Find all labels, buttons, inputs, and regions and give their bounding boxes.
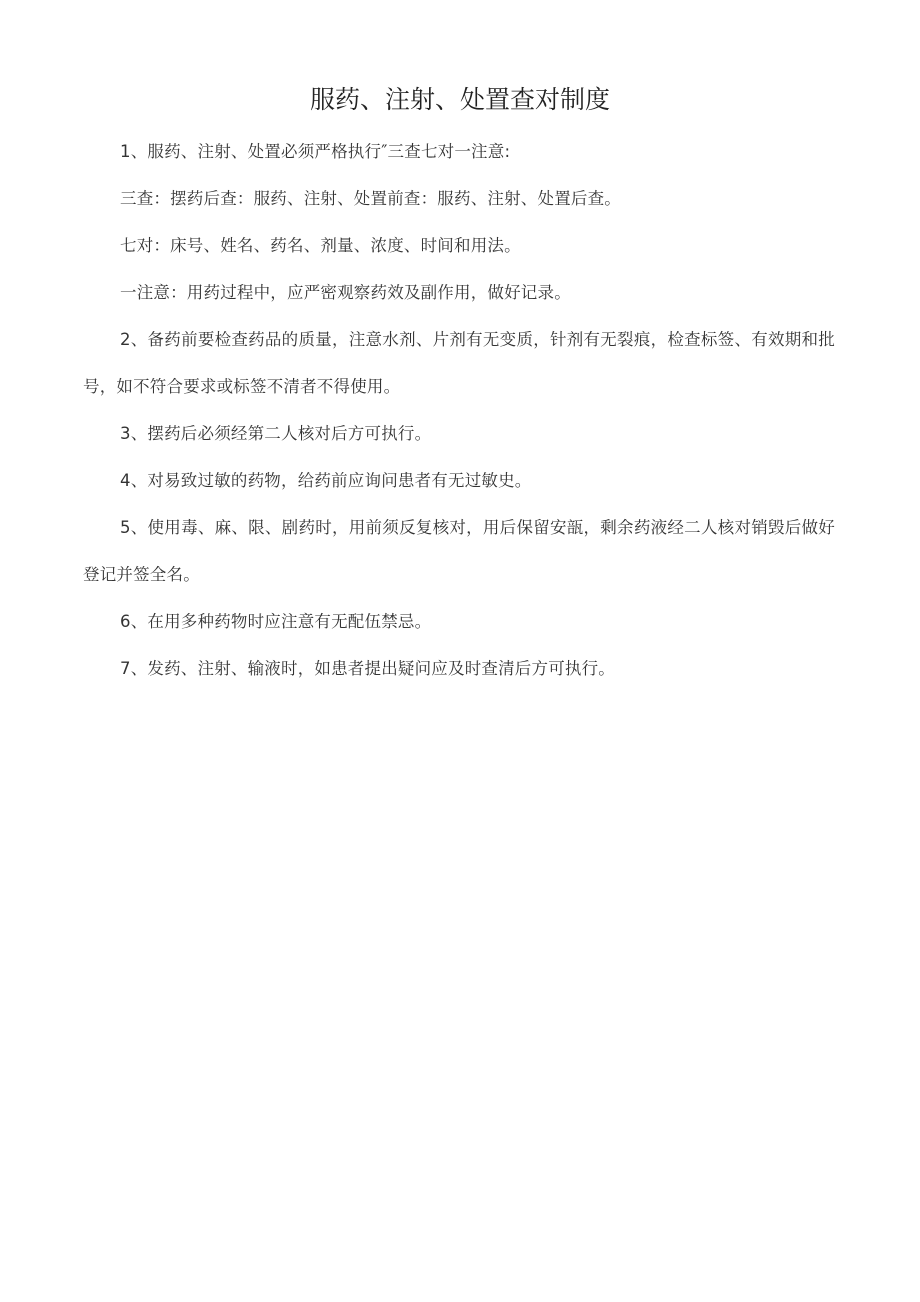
paragraph-rule-2: 2、备药前要检查药品的质量，注意水剂、片剂有无变质，针剂有无裂痕，检查标签、有效期和批号，如不符合要求或标签不清者不得使用。 (83, 330, 835, 396)
paragraph-seven-verifications: 七对：床号、姓名、药名、剂量、浓度、时间和用法。 (120, 236, 521, 255)
paragraph-rule-5: 5、使用毒、麻、限、剧药时，用前须反复核对，用后保留安瓿，剩余药液经二人核对销毁后做好登记并签全名。 (83, 518, 835, 584)
paragraph-rule-1: 1、服药、注射、处置必须严格执行″三查七对一注意: (120, 142, 511, 161)
paragraph-rule-7: 7、发药、注射、输液时，如患者提出疑问应及时查清后方可执行。 (120, 659, 615, 678)
document-body (83, 128, 835, 692)
document-title: 服药、注射、处置查对制度 (309, 85, 610, 114)
paragraph-rule-4: 4、对易致过敏的药物，给药前应询问患者有无过敏史。 (120, 471, 532, 490)
paragraph-rule-6: 6、在用多种药物时应注意有无配伍禁忌。 (120, 612, 432, 631)
paragraph-three-checks: 三查：摆药后查：服药、注射、处置前查：服药、注射、处置后查。 (120, 189, 621, 208)
paragraph-one-attention: 一注意：用药过程中，应严密观察药效及副作用，做好记录。 (120, 283, 571, 302)
paragraph-rule-3: 3、摆药后必须经第二人核对后方可执行。 (120, 424, 432, 443)
